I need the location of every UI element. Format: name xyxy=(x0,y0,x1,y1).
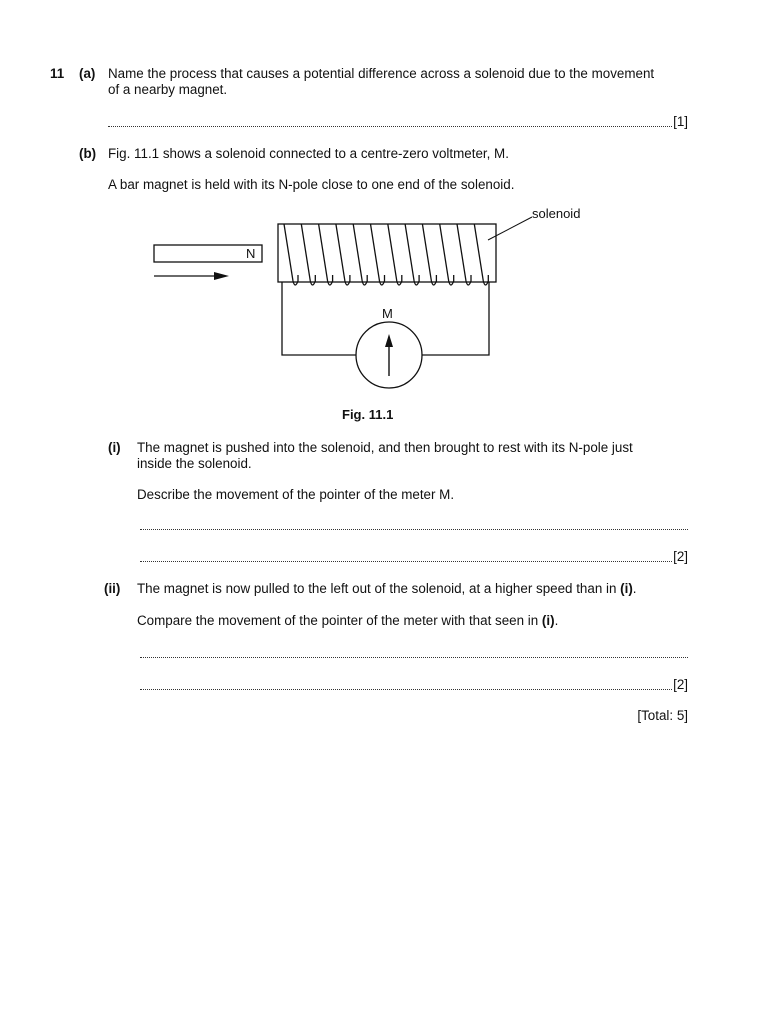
answer-line-ii-1[interactable] xyxy=(140,645,688,661)
part-b-magnet-text: A bar magnet is held with its N-pole close to one end of the solenoid. xyxy=(108,177,515,192)
coil-winding xyxy=(474,224,488,285)
figure-11-1 xyxy=(0,0,768,430)
sub-i-line1: The magnet is pushed into the solenoid, and then brought to rest with its N-pole just xyxy=(137,440,633,455)
coil-winding xyxy=(319,224,333,285)
sub-i-prompt: Describe the movement of the pointer of the meter M. xyxy=(137,487,455,502)
coil-winding xyxy=(405,224,419,285)
part-a-label: (a) xyxy=(79,66,96,81)
wire-right xyxy=(422,282,489,355)
marks-ii: [2] xyxy=(673,677,688,692)
coil-winding xyxy=(388,224,402,285)
coil-winding xyxy=(440,224,454,285)
coil-winding xyxy=(457,224,471,285)
wire-left xyxy=(282,282,356,355)
sub-i-line2: inside the solenoid. xyxy=(137,456,252,471)
solenoid-label: solenoid xyxy=(532,206,581,221)
coil-winding xyxy=(371,224,385,285)
coil-winding xyxy=(284,224,298,285)
coil-winding xyxy=(353,224,367,285)
part-a-line2: of a nearby magnet. xyxy=(108,82,228,97)
figure-caption: Fig. 11.1 xyxy=(342,407,394,422)
sub-ii-prompt: Compare the movement of the pointer of the meter with that seen in (i). xyxy=(137,613,559,628)
answer-line-i-1[interactable] xyxy=(140,517,688,533)
answer-line-ii-2[interactable] xyxy=(140,677,688,693)
total-marks: [Total: 5] xyxy=(637,708,688,723)
part-b-label: (b) xyxy=(79,146,97,161)
part-a-line1: Name the process that causes a potential difference across a solenoid due to the movement xyxy=(108,66,655,81)
solenoid-core xyxy=(278,224,496,282)
question-number: 11 xyxy=(50,66,65,81)
sub-ii-line1: The magnet is now pulled to the left out of the solenoid, at a higher speed than in (i). xyxy=(137,581,637,596)
marks-i: [2] xyxy=(673,549,688,564)
answer-line-i-2[interactable] xyxy=(140,549,688,565)
sub-i-label: (i) xyxy=(108,440,121,455)
solenoid-leader-line xyxy=(488,217,532,240)
part-b-intro: Fig. 11.1 shows a solenoid connected to a centre-zero voltmeter, M. xyxy=(108,146,509,161)
coil-winding xyxy=(301,224,315,285)
meter-label: M xyxy=(382,306,393,321)
magnet-pole-label: N xyxy=(246,246,256,261)
marks-a: [1] xyxy=(673,114,688,129)
coil-winding xyxy=(336,224,350,285)
coil-winding xyxy=(422,224,436,285)
sub-ii-label: (ii) xyxy=(104,581,121,596)
solenoid-coils xyxy=(284,224,488,285)
motion-arrow-head xyxy=(214,272,229,280)
